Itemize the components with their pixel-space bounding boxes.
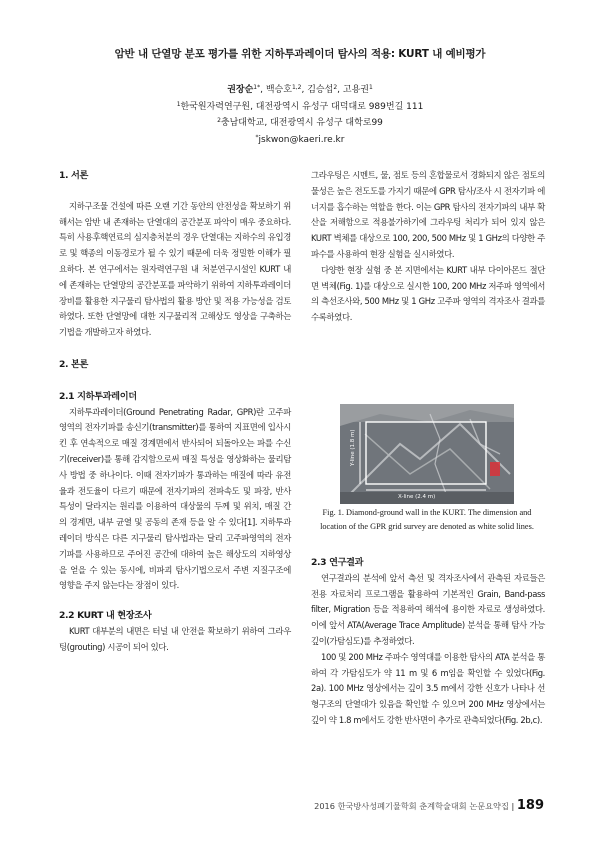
author-block [0,82,600,148]
author-name: 고용권 [342,85,369,95]
author-name: 김승섭 [307,85,334,95]
page-number: 189 [516,798,544,813]
rock-wall-photo [340,404,514,504]
figure-y-label: Y-line (1.8 m) [350,429,356,466]
footer-separator: | [511,801,515,811]
paragraph: 연구결과의 분석에 앞서 측선 및 격자조사에서 관측된 자료들은 전용 자료처리 프로그램을 활용하여 기본적인 Grain, Band-pass filter, Migration 등을 적용하여 해석에 용이한 자료로 생성하였다. 이에 앞서 ATA(Average Trace Amplitude) 분석을 통해 탐사 가능 깊이(가탐심도)를 추정하였다. [311,572,545,646]
affiliation-1: $^1$한국원자력연구원, 대전광역시 유성구 대덕대로 989번길 111 [176,100,424,112]
paragraph: 다양한 현장 실험 중 본 지면에서는 KURT 내부 다이아몬드 절단면 벽체(Fig. 1)를 대상으로 실시한 100, 200 MHz 저주파 영역에서의 측선조사와, 500 MHz 및 1 GHz 고주파 영역의 격자조사 결과를 수록하였다. [311,264,545,323]
author-list: 권장순$^{1*}$, 백승호$^{1,2}$, 김승섭$^2$, 고용권$^1$ [227,84,373,95]
subsection-title: 2.2 KURT 내 현장조사 [59,610,152,622]
paragraph: KURT 대부분의 내면은 터널 내 안전을 확보하기 위하여 그라우팅(grouting) 시공이 되어 있다. [59,625,291,652]
subsection-title: 2.3 연구결과 [311,557,364,568]
footer-proceedings: 2016 한국방사성폐기물학회 춘계학술대회 논문요약집 [314,801,509,811]
page-footer [314,798,544,813]
figure-caption: Fig. 1. Diamond-ground wall in the KURT. The dimension and location of the GPR grid survey are denoted as white solid lines. [320,508,534,532]
author-name: 권장순 [227,85,254,95]
section-title: 2. 본론 [59,358,89,370]
section-title: 1. 서론 [59,170,89,181]
author-name: 백승호 [265,85,292,95]
affiliation-2: $^2$충남대학교, 대전광역시 유성구 대학로99 [217,117,383,128]
left-column [59,168,291,656]
paper-title: 암반 내 단열망 분포 평가를 위한 지하투과레이더 탐사의 적용: KURT 내 예비평가 [114,48,486,60]
author-email: *jskwon@kaeri.re.kr [255,133,345,145]
paragraph: 100 및 200 MHz 주파수 영역대를 이용한 탐사의 ATA 분석을 통하여 각 가탐심도가 약 11 m 및 6 m임을 확인할 수 있었다(Fig. 2a). 100 MHz 영상에서는 깊이 3.5 m에서 강한 신호가 나타나 선형구조의 단열대가 있음을 확인할 수 있으며 200 MHz 영상에서는 깊이 약 1.8 m에서도 강한 반사면이 추가로 관측되었다(Fig. 2b,c). [311,651,545,725]
paragraph: 그라우팅은 시멘트, 물, 점토 등의 혼합물로서 경화되지 않은 점토의 물성은 높은 전도도를 가지기 때문에 GPR 탐사/조사 시 전자기파 에너지를 흡수하는 역할을 한다. 이는 GPR 탐사의 전자기파의 내부 확산을 저해함으로 적용불가하기에 그라우팅 처리가 되어 있지 않은 KURT 벽체를 대상으로 100, 200, 500 MHz 및 1 GHz의 다양한 주파수를 사용하여 현장 실험을 실시하였다. [311,170,545,259]
right-column-lower [311,555,545,729]
subsection-title: 2.1 지하투과레이더 [59,390,137,402]
figure-x-label: X-line (2.4 m) [398,494,436,500]
figure-1-photo [340,404,514,504]
right-column [311,168,545,326]
paragraph: 지하구조물 건설에 따른 오랜 기간 동안의 안전성을 확보하기 위해서는 암반 내 존재하는 단열대의 공간분포 파악이 매우 중요하다. 특히 사용후핵연료의 심지층처분의 경우 단열대는 지하수의 유입경로 및 핵종의 이동경로가 될 수 있기 때문에 더욱 정밀한 이해가 필요하다. 본 연구에서는 원자력연구원 내 처분연구시설인 KURT 내에 존재하는 단열망의 공간분포를 파악하기 위하여 지하투과레이더 장비를 활용한 지구물리 탐사법의 활용 방안 및 적용 가능성을 검토하였다. 또한 단열망에 대한 지구물리적 고해상도 영상을 구축하는 기법을 개발하고자 하였다. [59,200,291,338]
paragraph: 지하투과레이더(Ground Penetrating Radar, GPR)란 고주파영역의 전자기파를 송신기(transmitter)를 통하여 지표면에 입사시킨 후 연속적으로 매질 경계면에서 반사되어 되돌아오는 파를 수신기(receiver)를 통해 감지함으로써 매질 특성을 영상화하는 물리탐사 방법 중 하나이다. 이때 전자기파가 통과하는 매질에 따라 유전율과 전도율이 다르기 때문에 전자기파의 전파속도 및 파장, 반사 특성이 달라지는 원리를 이용하여 대상물의 두께 및 위치, 매질 간의 경계면, 내부 균열 및 공동의 존재 등을 알 수 있다[1]. 지하투과레이더 방식은 다른 지구물리 탐사법과는 달리 고주파영역의 전자기파를 사용하므로 주어진 공간에 대하여 높은 해상도의 지하영상을 얻을 수 있는 동시에, 비파괴 탐사기법으로서 주변 지질구조에 영향을 주지 않는다는 장점이 있다. [59,406,291,591]
